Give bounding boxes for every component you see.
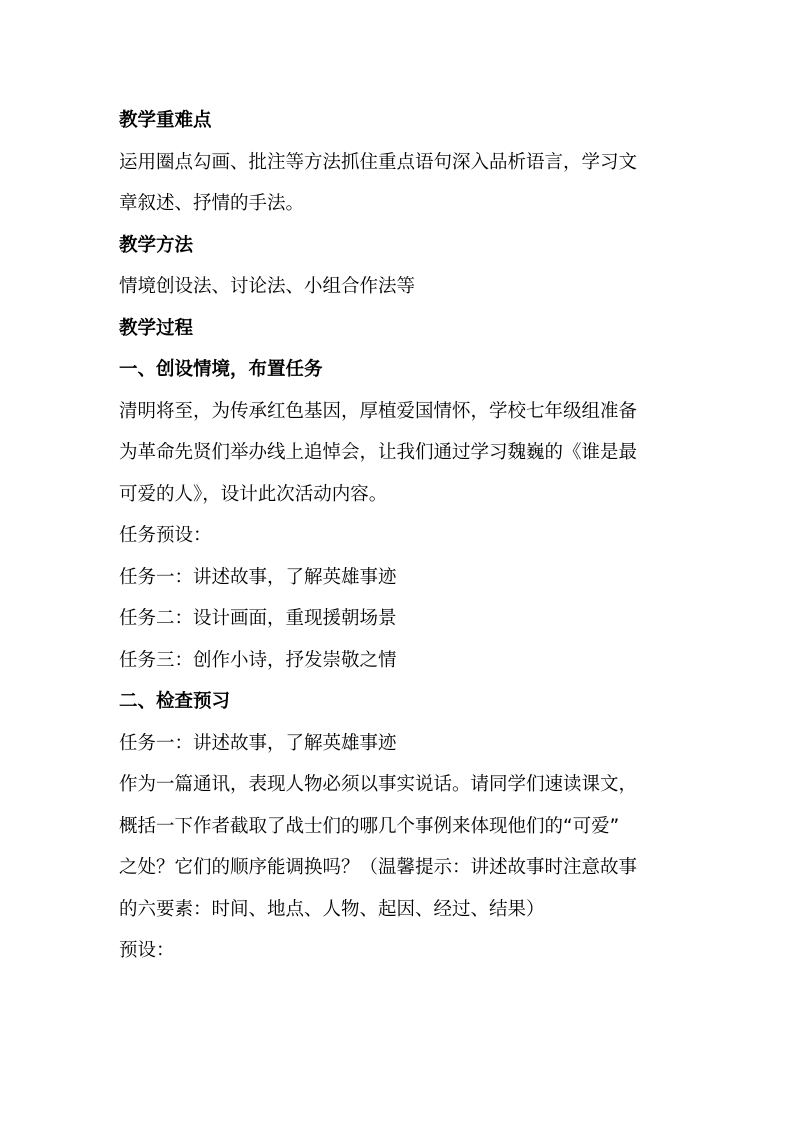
paragraph-line: 为革命先贤们举办线上追悼会，让我们通过学习魏巍的《谁是最 [119, 442, 638, 463]
paragraph-line: 情境创设法、讨论法、小组合作法等 [119, 276, 416, 297]
document-body [119, 100, 679, 972]
paragraph-line: 的六要素：时间、地点、人物、起因、经过、结果） [119, 898, 545, 920]
paragraph-line: 概括一下作者截取了战士们的哪几个事例来体现他们的“可爱” [119, 815, 620, 837]
paragraph-line: 任务预设： [119, 525, 212, 546]
section-heading-2: 二、检查预习 [119, 691, 231, 712]
heading-teaching-process: 教学过程 [119, 317, 194, 339]
heading-key-difficulties: 教学重难点 [119, 110, 212, 131]
paragraph-line: 运用圈点勾画、批注等方法抓住重点语句深入品析语言，学习文 [119, 151, 638, 173]
section-heading-1: 一、创设情境，布置任务 [119, 359, 323, 380]
paragraph-line: 可爱的人》，设计此次活动内容。 [119, 483, 388, 505]
heading-teaching-methods: 教学方法 [119, 234, 194, 256]
paragraph-line: 作为一篇通讯，表现人物必须以事实说话。请同学们速读课文， [119, 774, 638, 795]
paragraph-line: 预设： [119, 940, 175, 961]
task-item: 任务二：设计画面，重现援朝场景 [119, 608, 397, 629]
task-item: 任务一：讲述故事，了解英雄事迹 [119, 566, 397, 588]
paragraph-line: 章叙述、抒情的手法。 [119, 193, 305, 214]
paragraph-line: 之处？它们的顺序能调换吗？（温馨提示：讲述故事时注意故事 [119, 857, 638, 878]
task-item: 任务一：讲述故事，了解英雄事迹 [119, 732, 397, 754]
paragraph-line: 清明将至，为传承红色基因，厚植爱国情怀，学校七年级组准备 [119, 400, 638, 422]
task-item: 任务三：创作小诗，抒发崇敬之情 [119, 649, 397, 671]
